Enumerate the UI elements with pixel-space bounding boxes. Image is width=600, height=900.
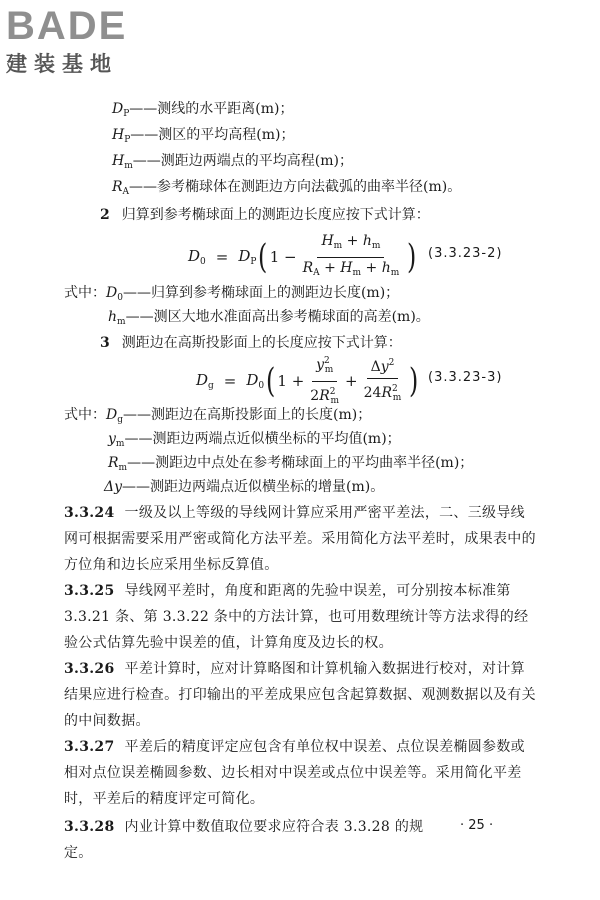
clause-paragraph: 3.3.25 导线网平差时，角度和距离的先验中误差，可分别按本标准第 3.3.21 条、第 3.3.22 条中的方法计算，也可用数理统计等方法求得的经验公式估算先验中误差的值，计算角度及边长的权。 (64, 583, 529, 651)
brand-logo (6, 4, 176, 78)
definition-line: $h_m——$测区大地水准面高出参考椭球面的高差(m)。 (108, 309, 430, 327)
symbol: $H_m$ (112, 153, 133, 171)
symbol: $D_P$ (112, 101, 130, 119)
definition-line: $R_A——$参考椭球体在测距边方向法截弧的曲率半径(m)。 (0, 176, 600, 203)
equation-number: (3.3.23-3) (428, 370, 503, 385)
definition-line: 式中：$D_0——$归算到参考椭球面上的测距边长度(m)； (64, 285, 400, 303)
definition-line: $R_m——$测距边中点处在参考椭球面上的平均曲率半径(m)； (108, 455, 474, 473)
fraction: $\frac{y^2_m}{2R^2_m}$ (306, 353, 343, 410)
definition-line: $H_P——$测区的平均高程(m)； (0, 124, 600, 151)
logo-subtitle: 建装基地 (6, 52, 118, 76)
clause-paragraph: 3.3.27 平差后的精度评定应包含有单位权中误差、点位误差椭圆参数或相对点位误差椭圆参数、边长相对中误差或点位中误差等。采用简化平差时，平差后的精度评定可简化。 (64, 739, 525, 807)
fraction: $\frac{H_m + h_m}{R_A + H_m + h_m}$ (302, 232, 400, 278)
list-item: 2 归算到参考椭球面上的测距边长度应按下式计算： (100, 207, 430, 223)
definition-line: Δy——测距边两端点近似横坐标的增量(m)。 (104, 479, 385, 495)
definition-line: $D_P——$测线的水平距离(m)； (0, 98, 600, 125)
fraction: $\frac{\Delta y^2}{24R^2_m}$ (360, 355, 406, 407)
page-number: · 25 · (460, 818, 494, 833)
symbol: $H_P$ (112, 127, 131, 145)
definition-line: $H_m——$测距边两端点的平均高程(m)； (0, 150, 600, 177)
equation-number: (3.3.23-2) (428, 246, 503, 261)
logo-wordmark: BADE (6, 4, 128, 48)
list-item: 3 测距边在高斯投影面上的长度应按下式计算： (100, 335, 402, 351)
clause-paragraph: 3.3.28 内业计算中数值取位要求应符合表 3.3.28 的规定。 (64, 819, 424, 861)
definition-line: $y_m——$测距边两端点近似横坐标的平均值(m)； (108, 431, 401, 449)
clause-paragraph: 3.3.24 一级及以上等级的导线网计算应采用严密平差法，二、三级导线网可根据需要采用严密或简化方法平差。采用简化方法平差时，成果表中的方位角和边长应采用坐标反算值。 (64, 505, 536, 573)
definition-line: 式中：$D_g——$测距边在高斯投影面上的长度(m)； (64, 407, 372, 425)
formula-3-3-23-3: $D_g$ = $D_0$ ( 1 + $\frac{y^2_m}{2R^2_m}$ + $\frac{\Delta y^2}{24R^2_m}$ ) (3.3.23-3) (0, 356, 600, 406)
symbol: $R_A$ (112, 179, 130, 197)
clause-paragraph: 3.3.26 平差计算时，应对计算略图和计算机输入数据进行校对，对计算结果应进行检查。打印输出的平差成果应包含起算数据、观测数据以及有关的中间数据。 (64, 661, 536, 729)
formula-3-3-23-2: $D_0$ = $D_P$ ( 1 − $\frac{H_m + h_m}{R_A + H_m + h_m}$ ) (3.3.23-2) (0, 232, 600, 282)
